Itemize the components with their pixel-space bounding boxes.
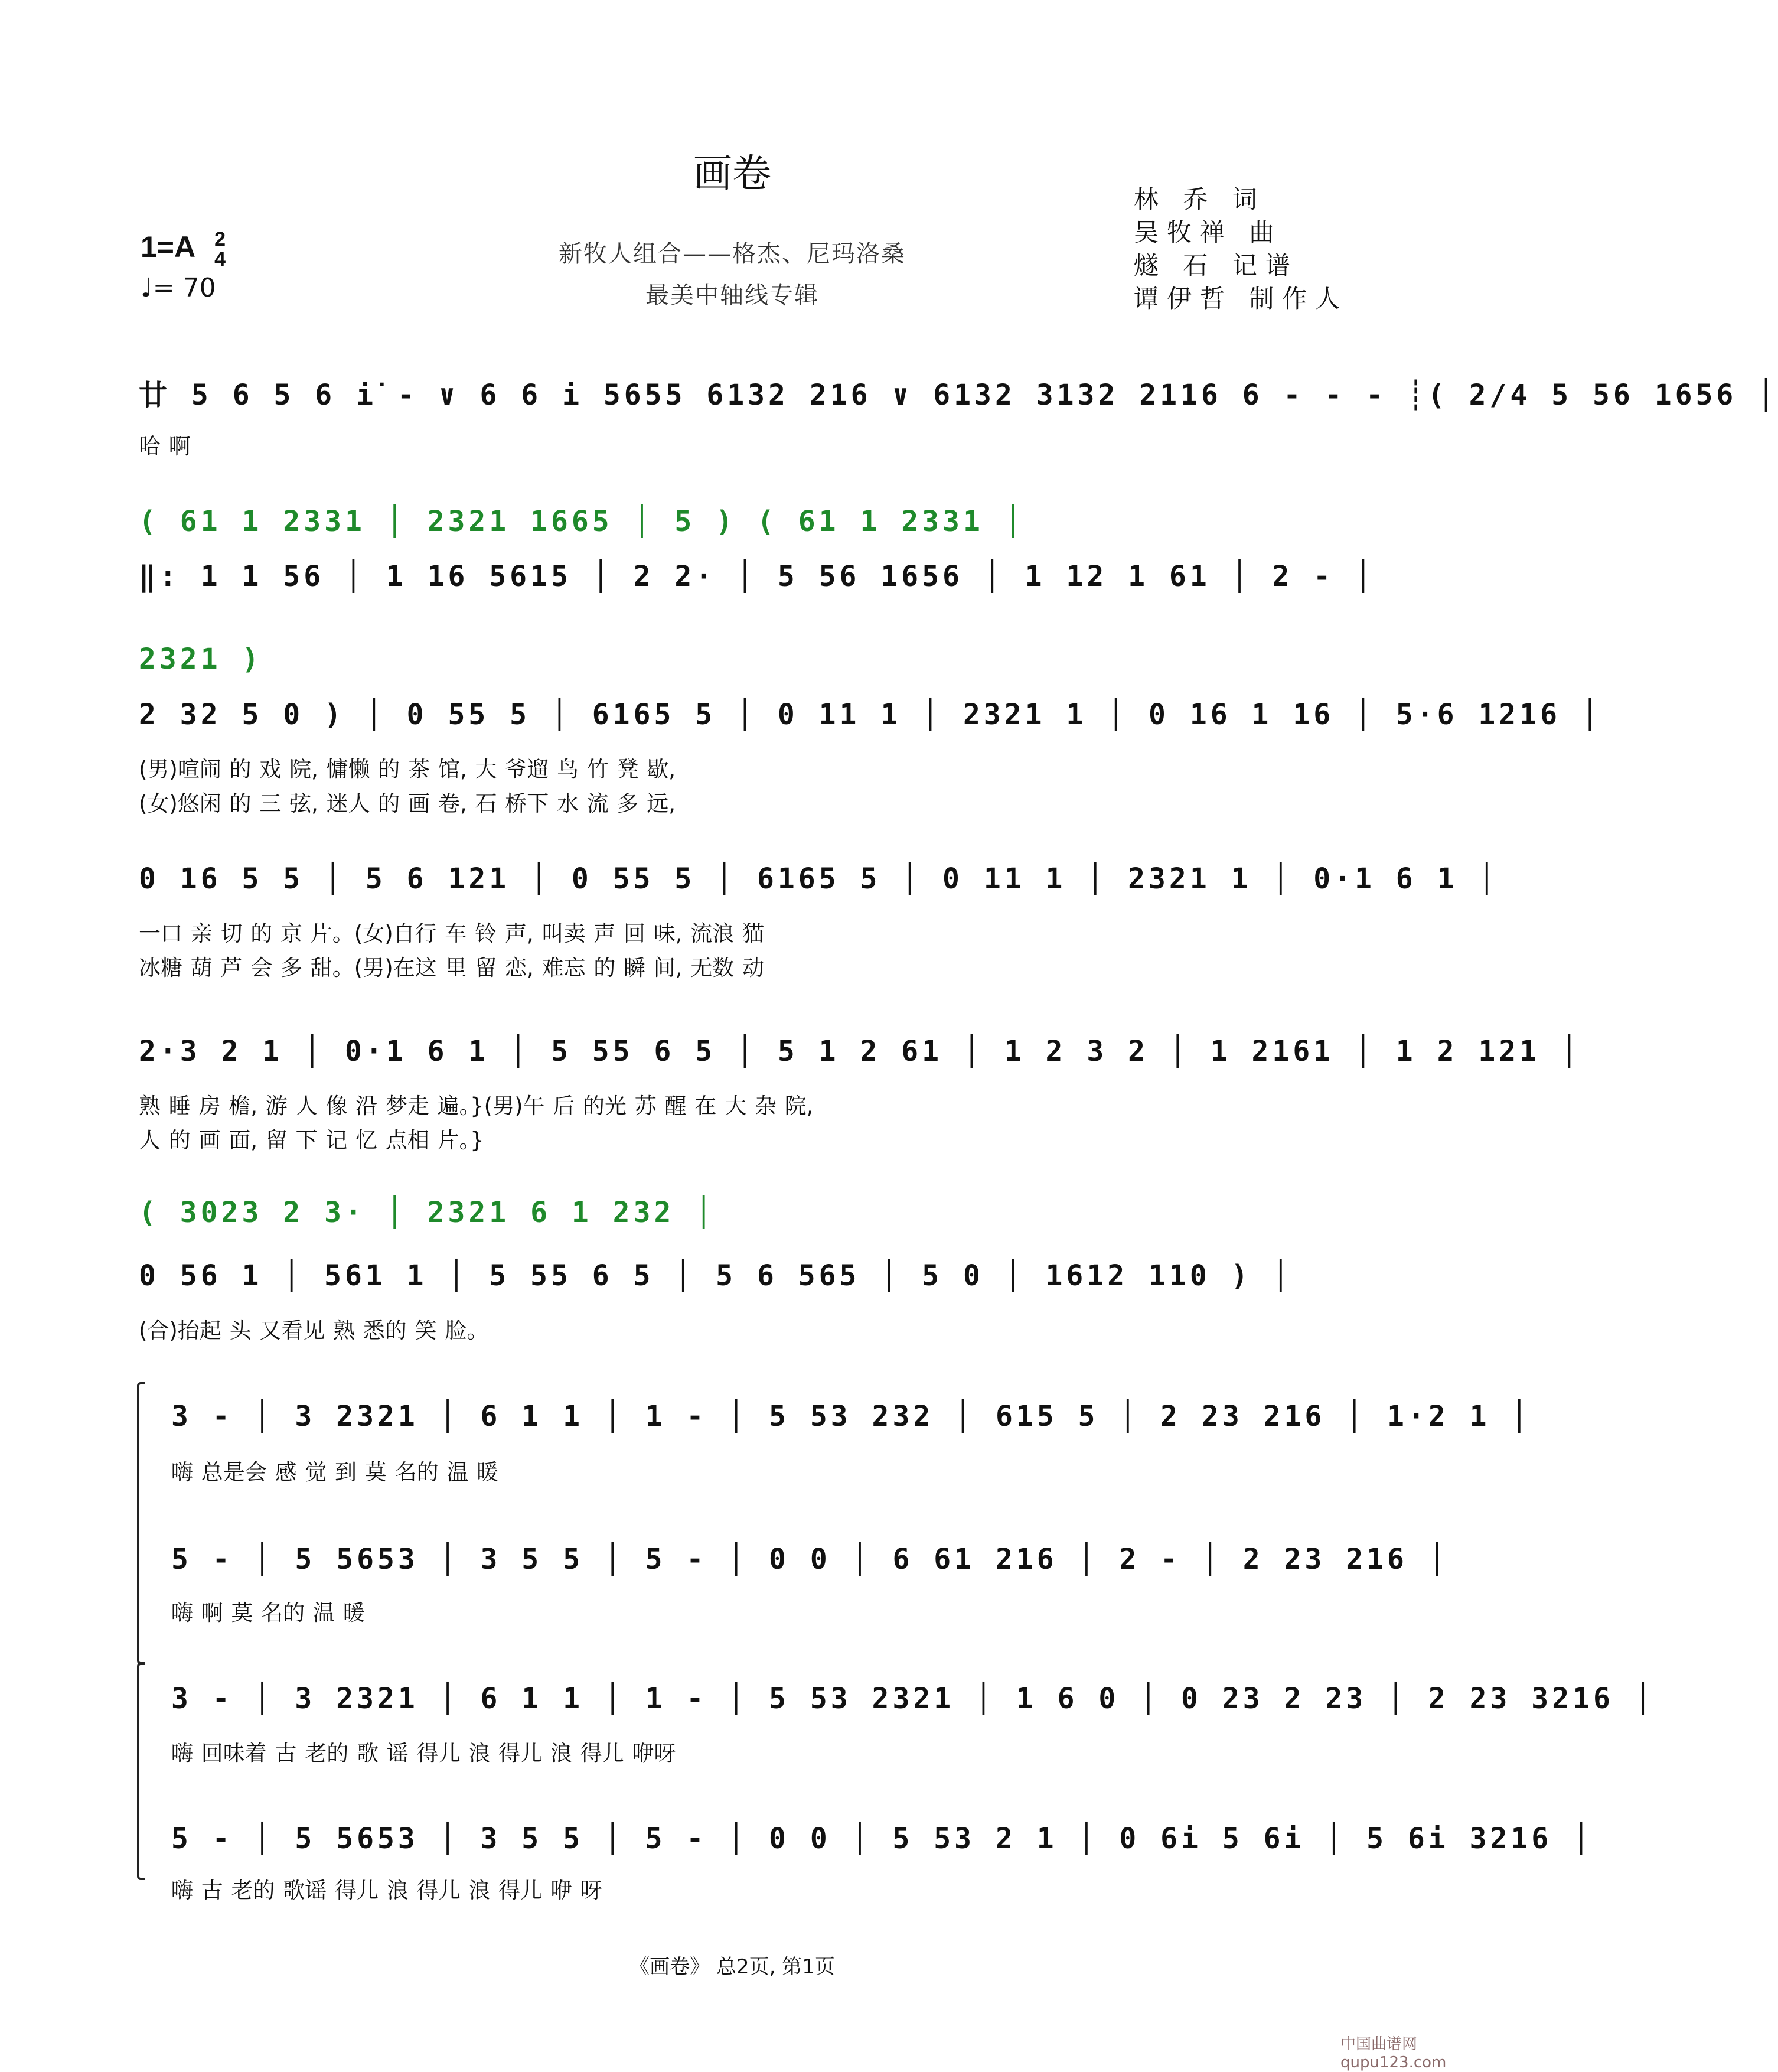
system-5-lyrics-2: 人 的 画 面, 留 下 记 忆 点相 片。} <box>139 1128 484 1153</box>
time-sig-top: 2 <box>214 228 226 250</box>
song-title: 画卷 <box>693 151 771 196</box>
credit-producer: 谭伊哲 制作人 <box>1134 284 1349 313</box>
system-8-lower-notes: 5 - │ 5 5653 │ 3 5 5 │ 5 - │ 0 0 │ 5 53 2 1 │ 0 6i 5 6i │ 5 6i 3216 │ <box>171 1822 1593 1855</box>
system-7-lower-lyrics: 嗨 啊 莫 名的 温 暖 <box>171 1600 365 1625</box>
key-label: 1=A <box>141 230 195 264</box>
system-8-upper-lyrics: 嗨 回味着 古 老的 歌 谣 得儿 浪 得儿 浪 得儿 咿呀 <box>171 1741 676 1766</box>
key-signature <box>141 229 226 269</box>
system-3-accompaniment: 2321 ) <box>139 643 263 676</box>
system-8-lower-lyrics: 嗨 古 老的 歌谣 得儿 浪 得儿 浪 得儿 咿 呀 <box>171 1878 602 1903</box>
system-7-brace <box>137 1382 145 1664</box>
system-4-lyrics-1: 一口 亲 切 的 京 片。(女)自行 车 铃 声, 叫卖 声 回 味, 流浪 猫 <box>139 921 765 946</box>
credit-composer: 吴牧禅 曲 <box>1134 218 1283 247</box>
system-1-lyrics: 哈 啊 <box>139 434 191 459</box>
system-5-lyrics-1: 熟 睡 房 檐, 游 人 像 沿 梦走 遍。}(男)午 后 的光 苏 醒 在 大 杂 院, <box>139 1093 814 1119</box>
system-3-lyrics-male: (男)喧闹 的 戏 院, 慵懒 的 茶 馆, 大 爷遛 鸟 竹 凳 歇, <box>139 757 676 782</box>
system-6-lyrics: (合)抬起 头 又看见 熟 悉的 笑 脸。 <box>139 1318 489 1343</box>
system-6-notes: 0 56 1 │ 561 1 │ 5 55 6 5 │ 5 6 565 │ 5 0 │ 1612 110 ) │ <box>139 1259 1293 1292</box>
system-4-notes: 0 16 5 5 │ 5 6 121 │ 0 55 5 │ 6165 5 │ 0 11 1 │ 2321 1 │ 0·1 6 1 │ <box>139 862 1499 895</box>
system-6-accompaniment: ( 3023 2 3· │ 2321 6 1 232 │ <box>139 1196 716 1229</box>
system-4-lyrics-2: 冰糖 葫 芦 会 多 甜。(男)在这 里 留 恋, 难忘 的 瞬 间, 无数 动 <box>139 955 765 980</box>
artist-subtitle: 新牧人组合——格杰、尼玛洛桑 <box>559 240 906 268</box>
credit-lyricist: 林 乔 词 <box>1134 185 1265 214</box>
system-8-brace <box>137 1663 145 1880</box>
system-1-notes: 廿 5 6 5 6 i̇ - ∨ 6 6 i 5655 6132 216 ∨ 6132 3132 2116 6 - - - ┊( 2/4 5 56 1656 │ <box>139 379 1778 412</box>
credit-transcriber: 燧 石 记谱 <box>1134 251 1299 280</box>
system-7-upper-notes: 3 - │ 3 2321 │ 6 1 1 │ 1 - │ 5 53 232 │ 615 5 │ 2 23 216 │ 1·2 1 │ <box>171 1400 1532 1433</box>
tempo-marking: ♩= 70 <box>141 273 216 303</box>
album-subtitle: 最美中轴线专辑 <box>645 282 819 309</box>
watermark-logo: 中国曲谱网 qupu123.com <box>1340 2035 1447 2071</box>
system-2-accompaniment: ( 61 1 2331 │ 2321 1665 │ 5 ) ( 61 1 2331 │ <box>139 505 1025 538</box>
system-7-lower-notes: 5 - │ 5 5653 │ 3 5 5 │ 5 - │ 0 0 │ 6 61 216 │ 2 - │ 2 23 216 │ <box>171 1543 1449 1576</box>
system-2-notes: ‖: 1 1 56 │ 1 16 5615 │ 2 2· │ 5 56 1656 │ 1 12 1 61 │ 2 - │ <box>139 560 1375 593</box>
system-3-notes: 2 32 5 0 ) │ 0 55 5 │ 6165 5 │ 0 11 1 │ 2321 1 │ 0 16 1 16 │ 5·6 1216 │ <box>139 698 1602 731</box>
time-signature <box>214 229 226 269</box>
system-3-lyrics-female: (女)悠闲 的 三 弦, 迷人 的 画 卷, 石 桥下 水 流 多 远, <box>139 791 676 816</box>
system-5-notes: 2·3 2 1 │ 0·1 6 1 │ 5 55 6 5 │ 5 1 2 61 │ 1 2 3 2 │ 1 2161 │ 1 2 121 │ <box>139 1035 1581 1068</box>
system-7-upper-lyrics: 嗨 总是会 感 觉 到 莫 名的 温 暖 <box>171 1459 499 1485</box>
page-footer: 《画卷》 总2页, 第1页 <box>629 1955 835 1979</box>
time-sig-bottom: 4 <box>214 248 226 271</box>
system-8-upper-notes: 3 - │ 3 2321 │ 6 1 1 │ 1 - │ 5 53 2321 │ 1 6 0 │ 0 23 2 23 │ 2 23 3216 │ <box>171 1682 1655 1715</box>
